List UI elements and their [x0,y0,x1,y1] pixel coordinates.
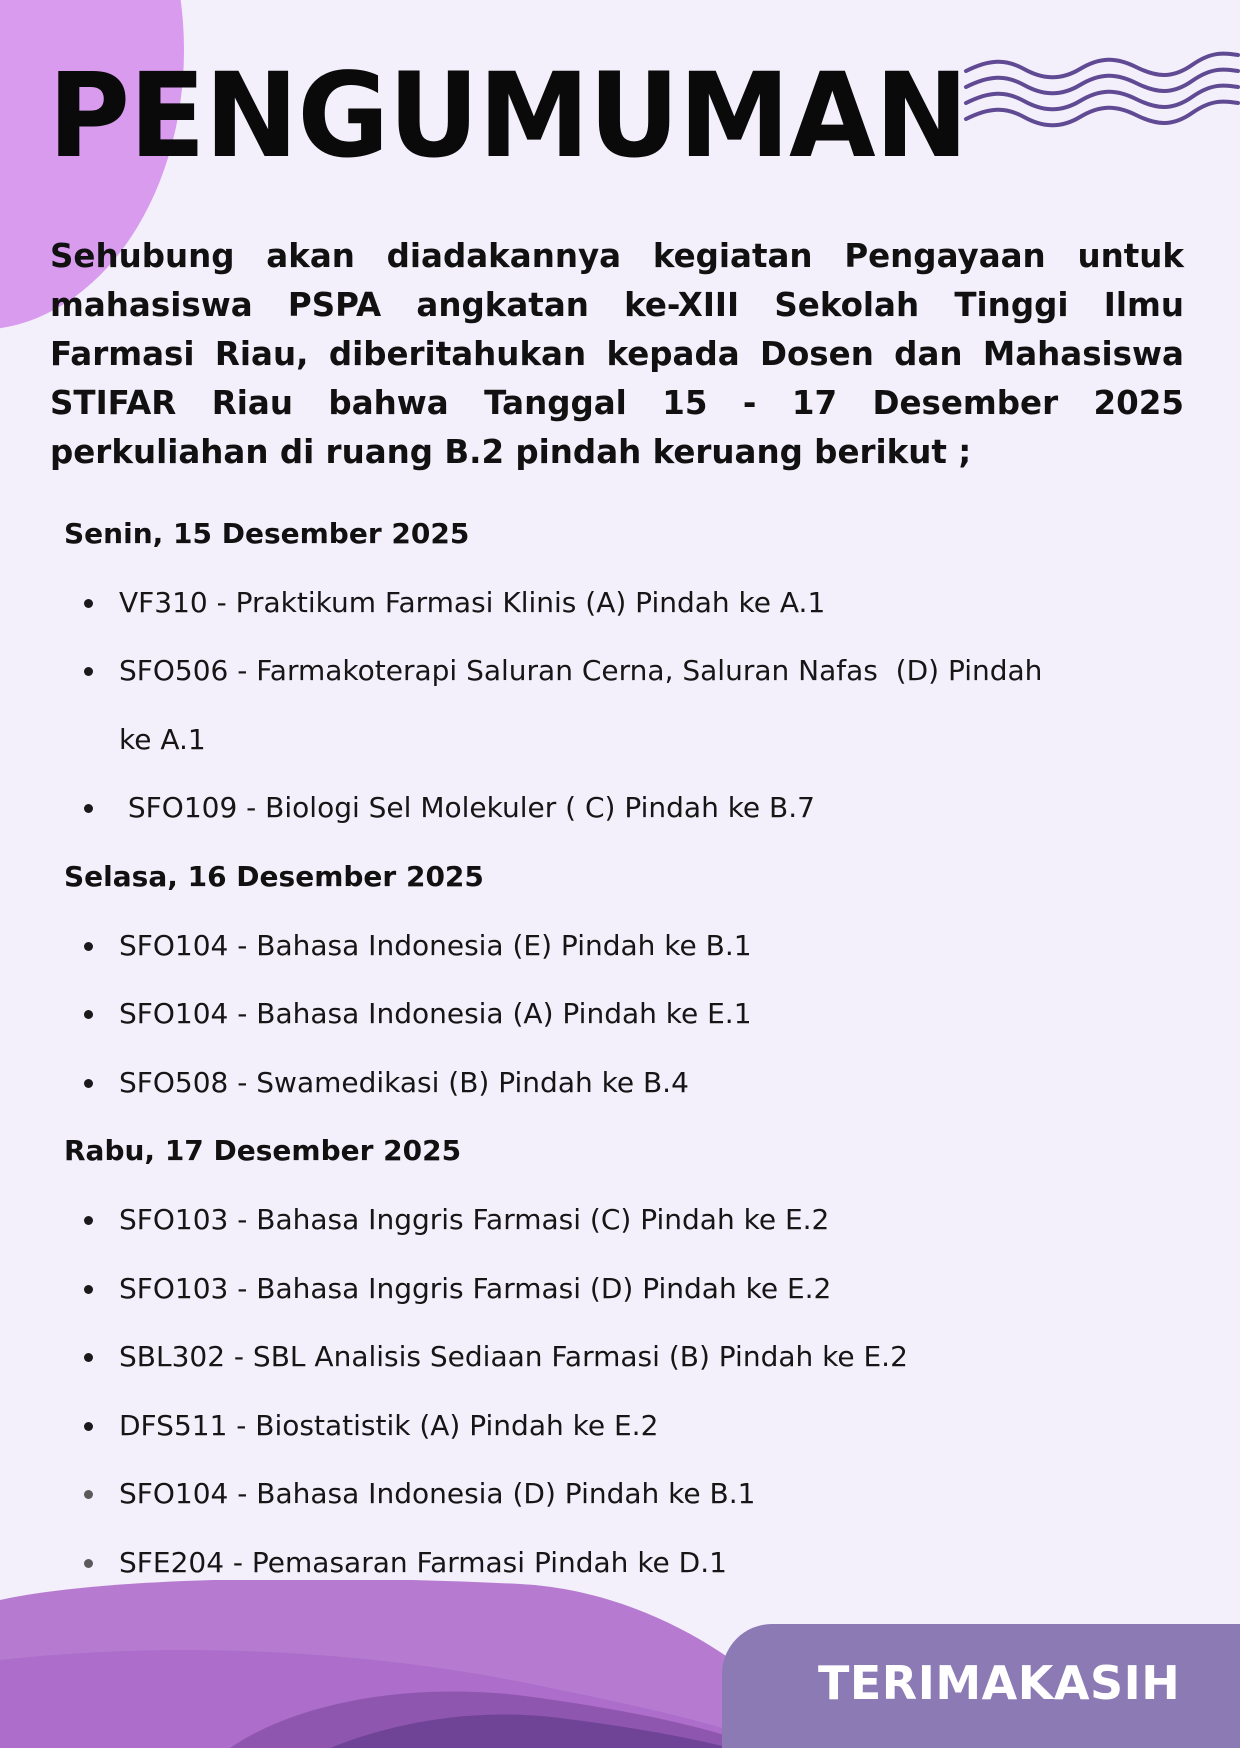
list-item [64,1529,1164,1598]
list-item [64,1392,1164,1461]
list-item-text: DFS511 - Biostatistik (A) Pindah ke E.2 [119,1408,659,1442]
list-item-text: SFO104 - Bahasa Indonesia (D) Pindah ke B.1 [119,1477,756,1511]
list-item [64,1186,1164,1255]
list-item-text: SFO103 - Bahasa Inggris Farmasi (C) Pindah ke E.2 [119,1202,830,1236]
list-item-text: SBL302 - SBL Analisis Sediaan Farmasi (B) Pindah ke E.2 [119,1340,908,1374]
bullet-dot-icon [84,1216,93,1225]
bullet-dot-icon [84,1559,93,1568]
bullet-dot-icon [84,1353,93,1362]
day-heading-tuesday: Selasa, 16 Desember 2025 [64,859,484,893]
list-item [64,1460,1164,1529]
list-item-text: SFO109 - Biologi Sel Molekuler ( C) Pindah ke B.7 [119,791,815,825]
day-heading-wednesday: Rabu, 17 Desember 2025 [64,1134,462,1168]
day-heading-monday: Senin, 15 Desember 2025 [64,517,470,550]
list-item [64,980,1164,1049]
monday-list [64,569,1164,843]
list-item-text: SFO506 - Farmakoterapi Saluran Cerna, Saluran Nafas (D) Pindah ke A.1 [119,654,1052,756]
wednesday-list [64,1186,1164,1598]
list-item-text: SFO104 - Bahasa Indonesia (A) Pindah ke E.1 [119,997,752,1031]
list-item [64,774,1164,843]
bullet-dot-icon [84,804,93,813]
bullet-dot-icon [84,667,93,676]
bullet-dot-icon [84,1285,93,1294]
bullet-dot-icon [84,1079,93,1088]
list-item [64,1255,1164,1324]
list-item-text: SFE204 - Pemasaran Farmasi Pindah ke D.1 [119,1545,727,1579]
bullet-dot-icon [84,1422,93,1431]
list-item [64,1323,1164,1392]
list-item [64,1049,1164,1118]
list-item-text: VF310 - Praktikum Farmasi Klinis (A) Pindah ke A.1 [119,585,826,619]
page-title: PENGUMUMAN [48,48,968,184]
tuesday-list [64,912,1164,1118]
bullet-dot-icon [84,942,93,951]
thanks-label: TERIMAKASIH [818,1656,1181,1710]
list-item [64,637,1079,774]
list-item-text: SFO103 - Bahasa Inggris Farmasi (D) Pindah ke E.2 [119,1271,832,1305]
list-item [64,569,1164,638]
list-item-text: SFO508 - Swamedikasi (B) Pindah ke B.4 [119,1065,689,1099]
list-item [64,912,1164,981]
bullet-dot-icon [84,1010,93,1019]
list-item-text: SFO104 - Bahasa Indonesia (E) Pindah ke B.1 [119,928,752,962]
thanks-banner [722,1624,1240,1748]
intro-paragraph: Sehubung akan diadakannya kegiatan Pengayaan untuk mahasiswa PSPA angkatan ke-XIII Sekolah Tinggi Ilmu Farmasi Riau, diberitahukan kepada Dosen dan Mahasiswa STIFAR Riau bahwa Tanggal 15 - 17 Desember 2025 perkuliahan di ruang B.2 pindah keruang berikut ; [50,237,1184,471]
schedule-changes [64,500,1164,1598]
wave-lines-decoration [962,45,1240,135]
bullet-dot-icon [84,1490,93,1499]
bullet-dot-icon [84,599,93,608]
